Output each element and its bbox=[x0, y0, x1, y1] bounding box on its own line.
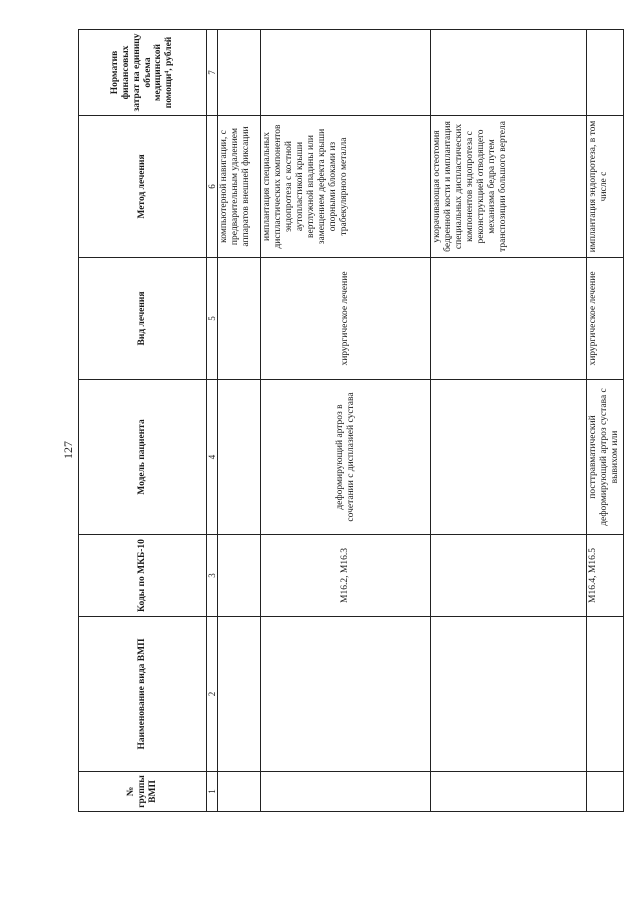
header-vmp-name: Наименование вида ВМП bbox=[79, 617, 207, 772]
treatment-method-cell: компьютерной навигации, с предварительным удалением аппаратов внешней фиксации bbox=[218, 116, 261, 258]
column-number-row bbox=[207, 30, 218, 812]
icd-codes-cell: M16.2, M16.3 bbox=[261, 535, 431, 617]
column-number: 1 bbox=[207, 772, 218, 812]
treatment-method-cell: имплантация эндопротеза, в том числе с bbox=[587, 116, 624, 258]
treatment-method-cell: укорачивающая остеотомия бедренной кости и имплантация специальных диспластических компонентов эндопротеза с реконструкцией отводящего механизма бедра путем транспозиции большого вертела bbox=[431, 116, 587, 258]
column-number: 7 bbox=[207, 30, 218, 116]
patient-model-cell: деформирующий артроз в сочетании с дисплазией сустава bbox=[261, 380, 431, 535]
column-number: 3 bbox=[207, 535, 218, 617]
treatment-method-cell: имплантация специальных диспластических компонентов эндопротеза с костной аутопластикой крыши вертлужной впадины или замещением дефекта крыши опорными блоками из трабекулярного металла bbox=[261, 116, 431, 258]
rotated-table-container bbox=[78, 30, 621, 812]
table-row bbox=[587, 30, 624, 812]
header-row bbox=[79, 30, 207, 812]
table-row bbox=[431, 30, 587, 812]
vmp-table bbox=[78, 29, 624, 812]
column-number: 6 bbox=[207, 116, 218, 258]
header-treatment-type: Вид лечения bbox=[79, 258, 207, 380]
column-number: 5 bbox=[207, 258, 218, 380]
header-treatment-method: Метод лечения bbox=[79, 116, 207, 258]
header-group-number: № группы ВМП bbox=[79, 772, 207, 812]
treatment-type-cell: хирургическое лечение bbox=[261, 258, 431, 380]
header-cost-standard: Норматив финансовых затрат на единицу объема медицинской помощи⁴, рублей bbox=[79, 30, 207, 116]
header-icd-codes: Коды по МКБ-10 bbox=[79, 535, 207, 617]
column-number: 4 bbox=[207, 380, 218, 535]
table-row bbox=[218, 30, 261, 812]
patient-model-cell: посттравматический деформирующий артроз сустава с вывихом или bbox=[587, 380, 624, 535]
icd-codes-cell: M16.4, M16.5 bbox=[587, 535, 624, 617]
table-row bbox=[261, 30, 431, 812]
header-patient-model: Модель пациента bbox=[79, 380, 207, 535]
column-number: 2 bbox=[207, 617, 218, 772]
treatment-type-cell: хирургическое лечение bbox=[587, 258, 624, 380]
page-number: 127 bbox=[61, 441, 75, 459]
